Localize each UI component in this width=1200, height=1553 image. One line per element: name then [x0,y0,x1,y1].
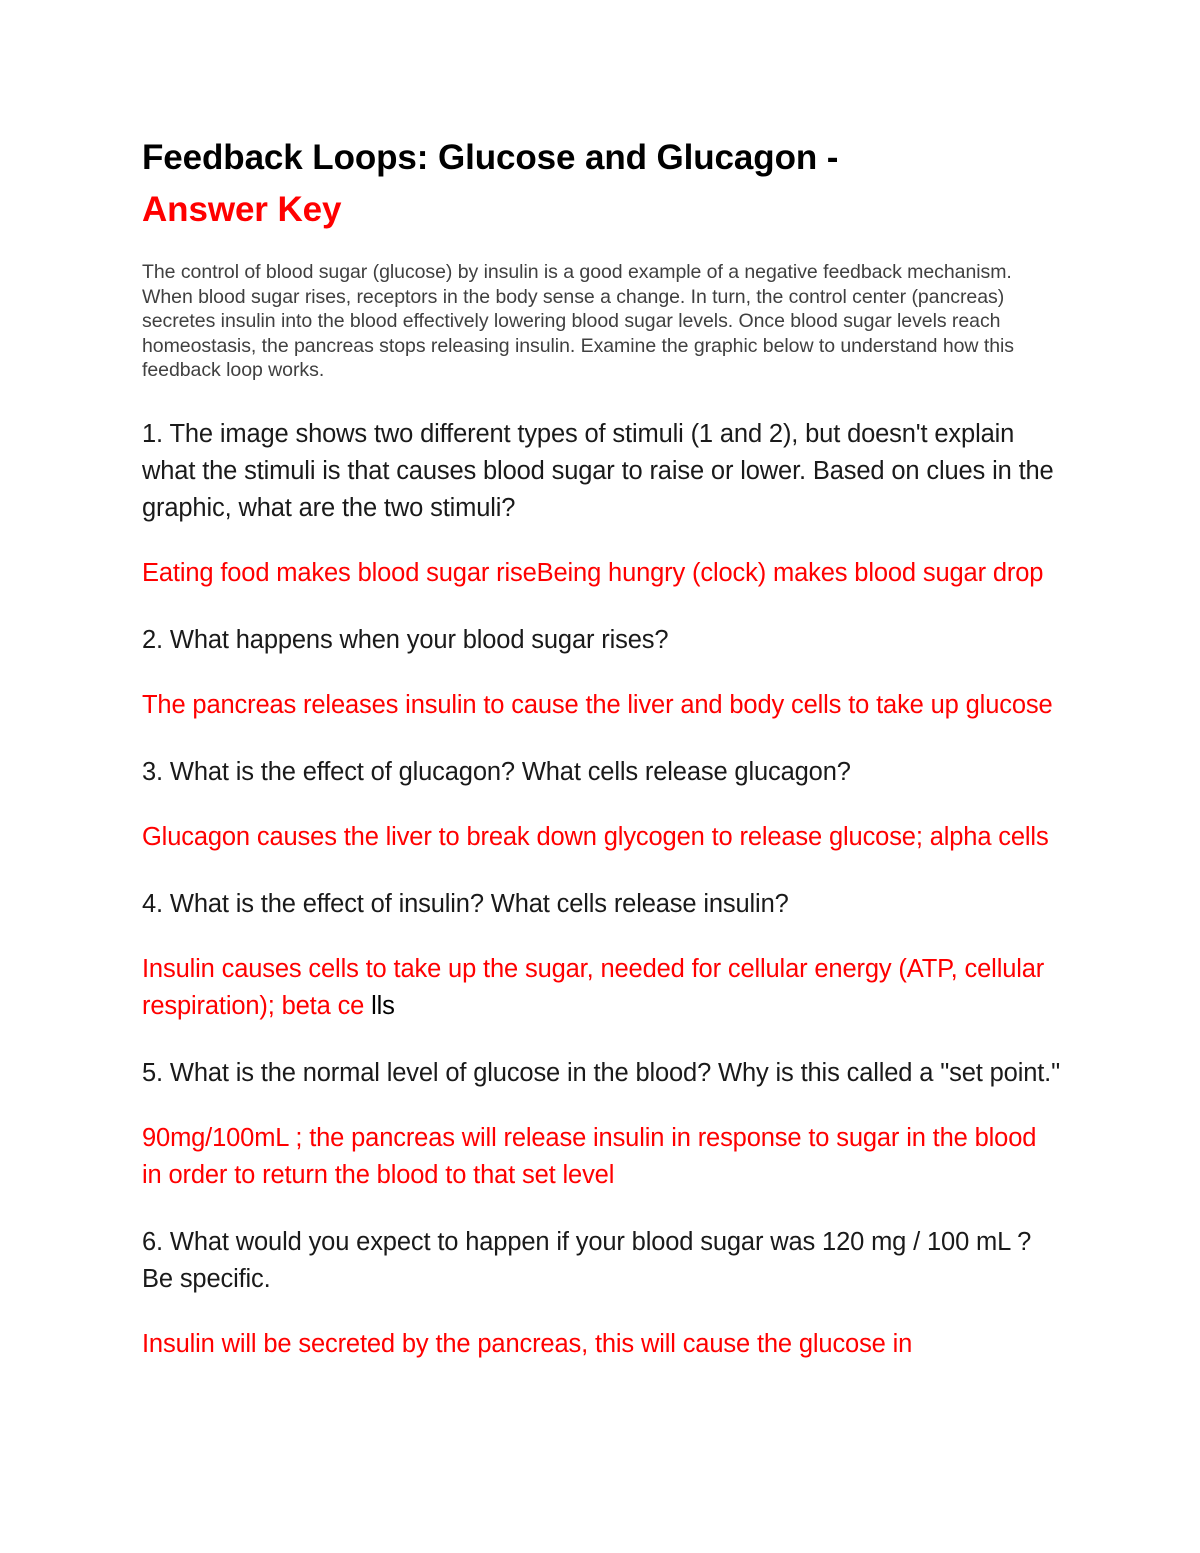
answer-2: The pancreas releases insulin to cause the liver and body cells to take up glucose [142,690,1053,719]
qa-block-3 [142,754,1060,856]
answer-1: Eating food makes blood sugar riseBeing hungry (clock) makes blood sugar drop [142,558,1044,587]
qa-block-5 [142,1055,1060,1194]
question-6: 6. What would you expect to happen if your blood sugar was 120 mg / 100 mL ? Be specific. [142,1227,1032,1293]
page-title-main: Feedback Loops: Glucose and Glucagon - [142,138,839,177]
answer-4 [142,951,1060,1025]
page-title [142,132,1060,236]
question-4: 4. What is the effect of insulin? What cells release insulin? [142,889,789,918]
qa-block-2 [142,622,1060,724]
question-5: 5. What is the normal level of glucose in the blood? Why is this called a "set point." [142,1058,1061,1087]
answer-5: 90mg/100mL ; the pancreas will release insulin in response to sugar in the blood in order to return the blood to that set level [142,1123,1037,1189]
answer-4-black-text: lls [364,991,395,1020]
page-title-subtitle: Answer Key [142,190,342,229]
answer-6: Insulin will be secreted by the pancreas, this will cause the glucose in [142,1329,913,1358]
intro-paragraph: The control of blood sugar (glucose) by insulin is a good example of a negative feedback mechanism. When blood sugar rises, receptors in the body sense a change. In turn, the control center (pancreas) secretes insulin into the blood effectively lowering blood sugar levels. Once blood sugar levels reach homeostasis, the pancreas stops releasing insulin. Examine the graphic below to understand how this feedback loop works. [142,261,1014,382]
question-2: 2. What happens when your blood sugar rises? [142,625,669,654]
qa-block-4 [142,886,1060,1025]
answer-3: Glucagon causes the liver to break down glycogen to release glucose; alpha cells [142,822,1049,851]
question-3: 3. What is the effect of glucagon? What cells release glucagon? [142,757,851,786]
qa-block-6 [142,1224,1060,1363]
question-1: 1. The image shows two different types of stimuli (1 and 2), but doesn't explain what the stimuli is that causes blood sugar to raise or lower. Based on clues in the graphic, what are the two stimuli? [142,419,1054,522]
qa-block-1 [142,416,1060,592]
answer-4-red-text: Insulin causes cells to take up the sugar, needed for cellular energy (ATP, cellular respiration); beta ce [142,954,1045,1020]
